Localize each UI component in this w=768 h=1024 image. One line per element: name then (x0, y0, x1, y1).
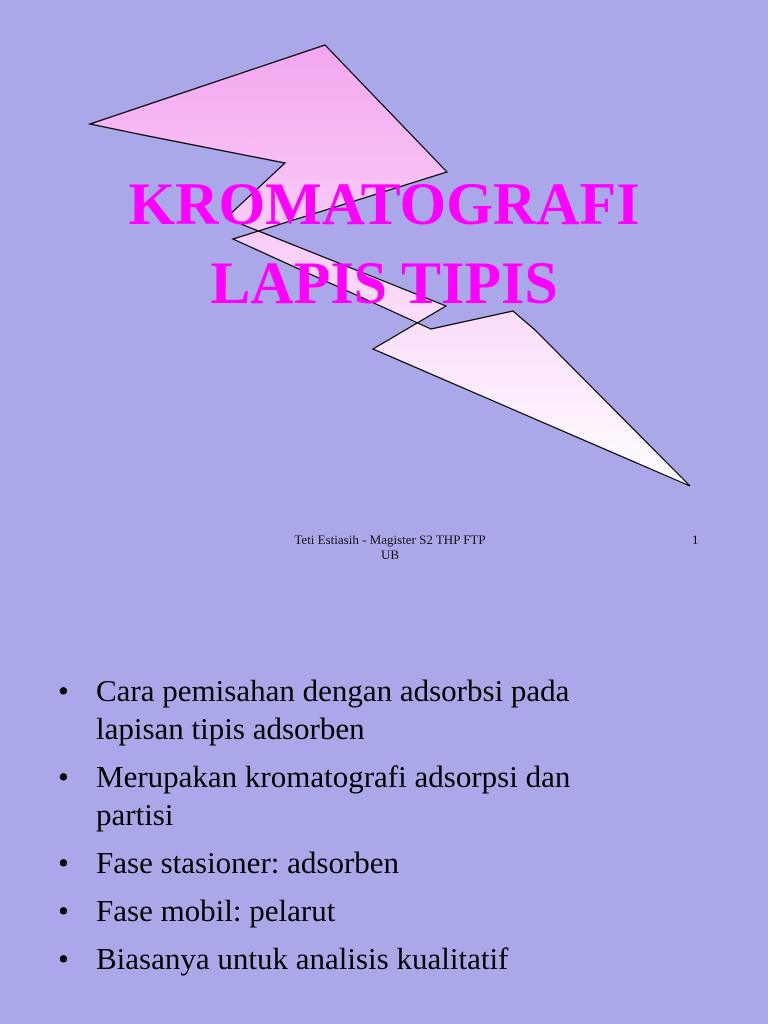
bullet-text-line-1: Cara pemisahan dengan adsorbsi pada (96, 673, 570, 708)
slide-title-line-1: KROMATOGRAFI (128, 171, 640, 237)
slide-footer (272, 532, 508, 562)
bullet-text-line-1: Fase stasioner: adsorben (96, 845, 400, 880)
slide-title-line-2: LAPIS TIPIS (210, 250, 558, 316)
bullet-item (58, 758, 748, 834)
bullet-item (58, 940, 748, 978)
bullet-item (58, 672, 748, 748)
bullet-text-line-2: lapisan tipis adsorben (96, 711, 365, 746)
footer-author-line: Teti Estiasih - Magister S2 THP FTP (294, 532, 486, 547)
slide-page-number: 1 (692, 532, 699, 547)
bullet-list (58, 672, 748, 988)
bullet-text-line-1: Fase mobil: pelarut (96, 893, 336, 928)
footer-institution-line: UB (380, 547, 400, 562)
bullet-dot-icon: • (58, 759, 69, 794)
bullet-text-line-2: partisi (96, 797, 174, 832)
bullet-text-line-1: Merupakan kromatografi adsorpsi dan (96, 759, 571, 794)
bullet-item (58, 844, 748, 882)
bullet-dot-icon: • (58, 893, 69, 928)
bullet-item (58, 892, 748, 930)
bullet-dot-icon: • (58, 941, 69, 976)
bullet-dot-icon: • (58, 673, 69, 708)
bullet-dot-icon: • (58, 845, 69, 880)
bullet-text-line-1: Biasanya untuk analisis kualitatif (96, 941, 509, 976)
